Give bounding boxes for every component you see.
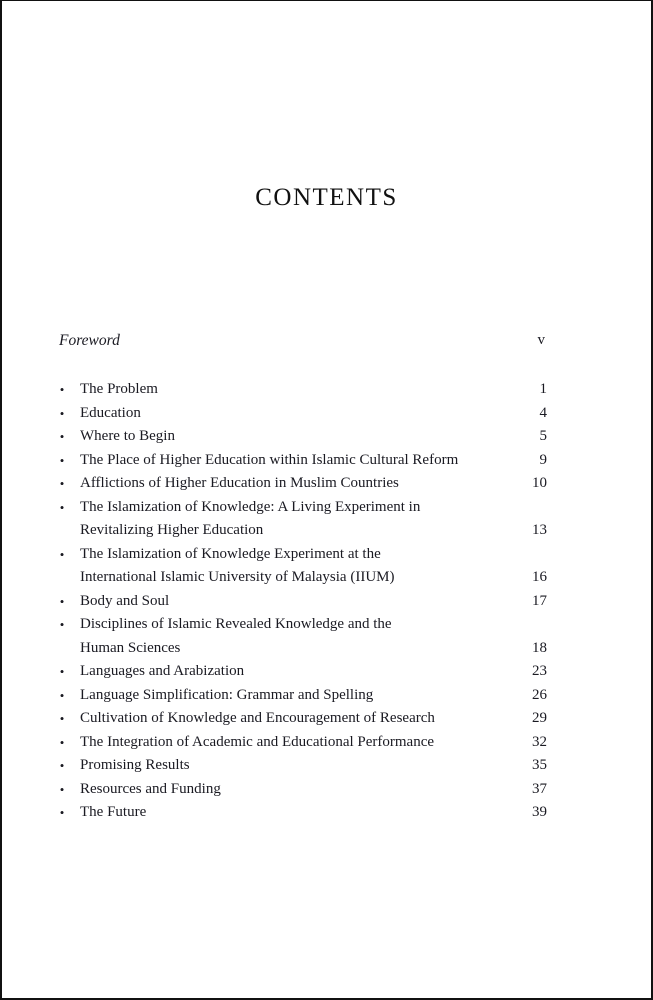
toc-entry[interactable] — [57, 543, 547, 590]
toc-entry[interactable] — [57, 590, 547, 614]
toc-page-number: 29 — [532, 710, 547, 726]
bullet-icon: • — [59, 382, 65, 397]
toc-entry-title — [80, 778, 547, 802]
toc-entry[interactable] — [57, 801, 547, 825]
toc-entry-line: The Problem — [80, 381, 158, 397]
toc-entry-line: Resources and Funding — [80, 780, 221, 797]
bullet-icon: • — [59, 734, 65, 750]
toc-entry-line: Language Simplification: Grammar and Spelling — [80, 686, 374, 703]
toc-entry-title — [80, 660, 547, 684]
bullet-icon: • — [59, 687, 65, 703]
toc-entry-line: Body and Soul — [80, 592, 170, 609]
page-title: CONTENTS — [255, 184, 398, 211]
bullet-icon: • — [59, 781, 65, 797]
toc-entry-title — [80, 590, 547, 614]
toc-entry[interactable] — [57, 707, 547, 731]
toc-entry-title — [80, 425, 547, 449]
toc-entry-title — [80, 449, 547, 473]
toc-page-number: 9 — [539, 451, 547, 468]
toc-entry[interactable] — [57, 684, 547, 708]
table-of-contents — [57, 378, 547, 825]
bullet-icon: • — [59, 499, 65, 515]
toc-entry-line: Promising Results — [80, 757, 190, 773]
toc-entry-title — [80, 684, 547, 708]
toc-page-number: 1 — [539, 381, 547, 397]
toc-entry[interactable] — [57, 496, 547, 543]
toc-entry-title — [80, 472, 547, 496]
toc-entry-line: The Future — [80, 804, 147, 820]
toc-page-number: v — [537, 332, 545, 348]
bullet-icon: • — [59, 429, 65, 444]
toc-page-number: 17 — [532, 592, 547, 609]
toc-page-number: 26 — [532, 686, 547, 703]
toc-entry[interactable] — [57, 731, 547, 755]
toc-entry-line: The Place of Higher Education within Islamic Cultural Reform — [80, 451, 459, 468]
toc-entry[interactable] — [57, 778, 547, 802]
toc-entry[interactable] — [57, 660, 547, 684]
bullet-icon: • — [59, 805, 65, 820]
bullet-icon: • — [59, 452, 65, 468]
toc-entry-title — [80, 707, 547, 731]
toc-entry-line: The Integration of Academic and Educational Performance — [80, 733, 435, 750]
bullet-icon: • — [59, 593, 65, 609]
toc-page-number: 16 — [532, 569, 547, 585]
toc-entry[interactable] — [57, 425, 547, 449]
toc-entry-line: Where to Begin — [80, 428, 175, 444]
toc-entry-title: Foreword — [59, 332, 120, 349]
bullet-icon: • — [59, 758, 65, 773]
toc-entry-line: Revitalizing Higher Education — [80, 522, 264, 538]
bullet-icon: • — [59, 405, 65, 421]
toc-entry-line: Cultivation of Knowledge and Encouragement of Research — [80, 710, 435, 726]
toc-entry-title — [80, 402, 547, 426]
toc-page-number: 10 — [532, 475, 547, 491]
toc-page-number: 13 — [532, 522, 547, 538]
toc-entry[interactable] — [57, 754, 547, 778]
toc-entry-title — [80, 754, 547, 778]
toc-entry-title — [80, 801, 547, 825]
toc-entry[interactable] — [57, 402, 547, 426]
toc-page-number: 32 — [532, 733, 547, 750]
toc-entry[interactable] — [57, 472, 547, 496]
toc-entry-line: The Islamization of Knowledge Experiment at the — [80, 545, 381, 562]
toc-page-number: 39 — [532, 804, 547, 820]
toc-entry-title — [80, 543, 547, 590]
toc-entry-line: Education — [80, 404, 141, 421]
toc-page-number: 4 — [539, 404, 547, 421]
toc-entry-title — [80, 731, 547, 755]
toc-entry-title — [80, 613, 547, 660]
toc-entry-title — [80, 378, 547, 402]
toc-page-number: 5 — [539, 428, 547, 444]
toc-entry-foreword[interactable] — [59, 332, 549, 354]
toc-page-number: 35 — [532, 757, 547, 773]
toc-entry-line: Afflictions of Higher Education in Muslim Countries — [80, 475, 399, 491]
bullet-icon: • — [59, 664, 65, 679]
toc-entry[interactable] — [57, 378, 547, 402]
toc-entry[interactable] — [57, 449, 547, 473]
bullet-icon: • — [59, 617, 65, 632]
bullet-icon: • — [59, 476, 65, 491]
toc-entry-line: Disciplines of Islamic Revealed Knowledge and the — [80, 616, 392, 632]
toc-entry-line: International Islamic University of Malaysia (IIUM) — [80, 569, 395, 585]
toc-entry[interactable] — [57, 613, 547, 660]
toc-page-number: 37 — [532, 780, 547, 797]
toc-entry-title — [80, 496, 547, 543]
bullet-icon: • — [59, 546, 65, 562]
toc-entry-line: The Islamization of Knowledge: A Living Experiment in — [80, 498, 421, 515]
toc-entry-line: Languages and Arabization — [80, 663, 245, 679]
bullet-icon: • — [59, 711, 65, 726]
toc-entry-line: Human Sciences — [80, 639, 181, 656]
toc-page-number: 18 — [532, 639, 547, 656]
toc-page-number: 23 — [532, 663, 547, 679]
